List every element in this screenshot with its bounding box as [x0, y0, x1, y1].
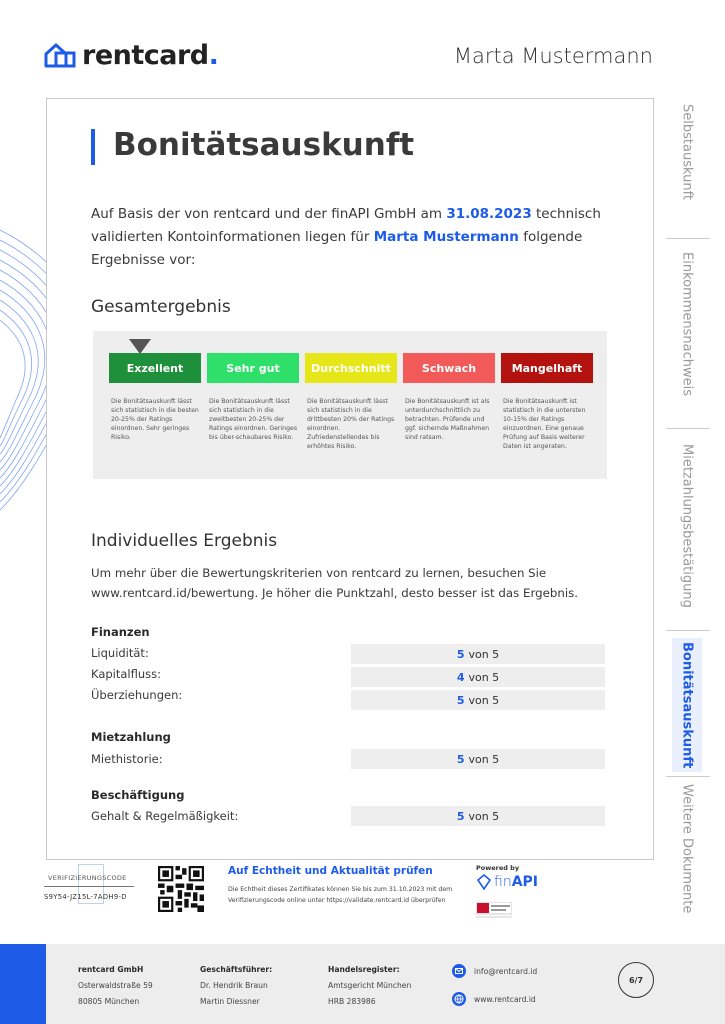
rating-label: Schwach [403, 353, 495, 383]
verification-code-label: VERIFIZIERUNGSCODE [48, 874, 127, 882]
rating-scale [93, 331, 607, 479]
finapi-logo: finAPI [476, 874, 538, 890]
individual-result-heading: Individuelles Ergebnis [91, 531, 278, 551]
title-accent-bar [91, 129, 95, 165]
criterion-score: 5 von 5 [351, 806, 605, 826]
rating-excellent [109, 353, 201, 442]
side-nav-einkommensnachweis[interactable]: Einkommensnachweis [679, 252, 695, 397]
criterion-label: Überziehungen: [91, 688, 183, 702]
side-nav-divider [666, 630, 710, 631]
rating-poor [501, 353, 593, 451]
rating-average [305, 353, 397, 451]
authenticity-text: Die Echtheit dieses Zertifikates können Sie bis zum 31.10.2023 mit dem Verifizierungscode online unter https://validate.rentcard.id überprüfen [228, 886, 453, 904]
rating-label: Sehr gut [207, 353, 299, 383]
rating-description: Die Bonitätsauskunft lässt sich statistisch in die zweitbesten 20-25% der Ratings einordnen. Geringes bis über-schaubares Risiko. [209, 398, 298, 441]
rentcard-logo [44, 40, 218, 71]
rating-label: Mangelhaft [501, 353, 593, 383]
footer-accent [0, 944, 46, 1024]
side-nav-bonitaetsauskunft[interactable]: Bonitätsauskunft [672, 638, 702, 772]
selected-rating-marker-icon [129, 339, 151, 354]
side-nav-divider [666, 238, 710, 239]
individual-result-text: Um mehr über die Bewertungskriterien von rentcard zu lernen, besuchen Sie www.rentcard.id/bewertung. Je höher die Punktzahl, desto besser ist das Ergebnis. [91, 566, 579, 600]
side-nav-divider [666, 776, 710, 777]
overall-result-heading: Gesamtergebnis [91, 297, 231, 317]
criterion-score: 5 von 5 [351, 644, 605, 664]
rating-description: Die Bonitätsauskunft ist als unterdurchschnittlich zu betrachten. Prüfende und ggf. sichernde Maßnahmen sind ratsam. [405, 398, 490, 441]
tuev-seal-icon [476, 902, 512, 920]
rating-very-good [207, 353, 299, 442]
rating-weak [403, 353, 495, 442]
powered-by-label: Powered by [476, 864, 520, 872]
globe-icon [452, 992, 466, 1006]
verification-code: S9Y54-JZ15L-7ADH9-D [44, 893, 127, 901]
document-card [46, 98, 654, 860]
criterion-label: Liquidität: [91, 646, 149, 660]
footer-company: rentcard GmbH Osterwaldstraße 59 80805 München [78, 965, 153, 1006]
category-heading: Mietzahlung [91, 730, 171, 744]
rating-label: Exzellent [109, 353, 201, 383]
verification-divider [44, 886, 134, 887]
side-nav-divider [666, 428, 710, 429]
criterion-score: 4 von 5 [351, 667, 605, 687]
criterion-label: Gehalt & Regelmäßigkeit: [91, 809, 239, 823]
criterion-score: 5 von 5 [351, 749, 605, 769]
header-person-name: Marta Mustermann [453, 44, 653, 68]
rating-label: Durchschnitt [305, 353, 397, 383]
footer-email[interactable]: info@rentcard.id [452, 964, 537, 978]
criterion-label: Miethistorie: [91, 752, 163, 766]
category-heading: Beschäftigung [91, 788, 185, 802]
house-logo-icon [44, 42, 76, 70]
footer-website[interactable]: www.rentcard.id [452, 992, 536, 1006]
footer [0, 944, 725, 1024]
side-nav-mietzahlungsbestaetigung[interactable]: Mietzahlungsbestätigung [679, 444, 695, 608]
mail-icon [452, 964, 466, 978]
category-heading: Finanzen [91, 625, 150, 639]
criterion-label: Kapitalfluss: [91, 667, 162, 681]
criterion-score: 5 von 5 [351, 690, 605, 710]
authenticity-title: Auf Echtheit und Aktualität prüfen [228, 865, 433, 877]
qr-code-icon[interactable] [158, 866, 204, 912]
footer-register: Handelsregister: Amtsgericht München HRB 283986 [328, 965, 412, 1006]
intro-paragraph: Auf Basis der von rentcard und der finAPI GmbH am 31.08.2023 technisch validierten Kontoinformationen liegen für Marta Mustermann folgende Ergebnisse vor: [91, 206, 601, 268]
side-nav-selbstauskunft[interactable]: Selbstauskunft [679, 104, 695, 201]
side-nav-weitere-dokumente[interactable]: Weitere Dokumente [679, 784, 695, 914]
rating-description: Die Bonitätsauskunft ist statistisch in die untersten 10-15% der Ratings einzuordnen. Eine genaue Prüfung auf Basis weiterer Daten ist angeraten. [503, 398, 586, 450]
logo-text: rentcard. [82, 40, 219, 71]
rating-description: Die Bonitätsauskunft lässt sich statistisch in die besten 20-25% der Ratings einordnen. Sehr geringes Risiko. [111, 398, 199, 441]
footer-ceo: Geschäftsführer: Dr. Hendrik Braun Martin Diessner [200, 965, 273, 1006]
page-number: 6/7 [618, 962, 654, 998]
page-title: Bonitätsauskunft [113, 127, 415, 163]
rating-description: Die Bonitätsauskunft lässt sich statistisch in die drittbesten 20% der Ratings einordnen. Zufriedenstellendes bis erhöhtes Risiko. [307, 398, 395, 450]
finapi-mark-icon [476, 874, 492, 890]
